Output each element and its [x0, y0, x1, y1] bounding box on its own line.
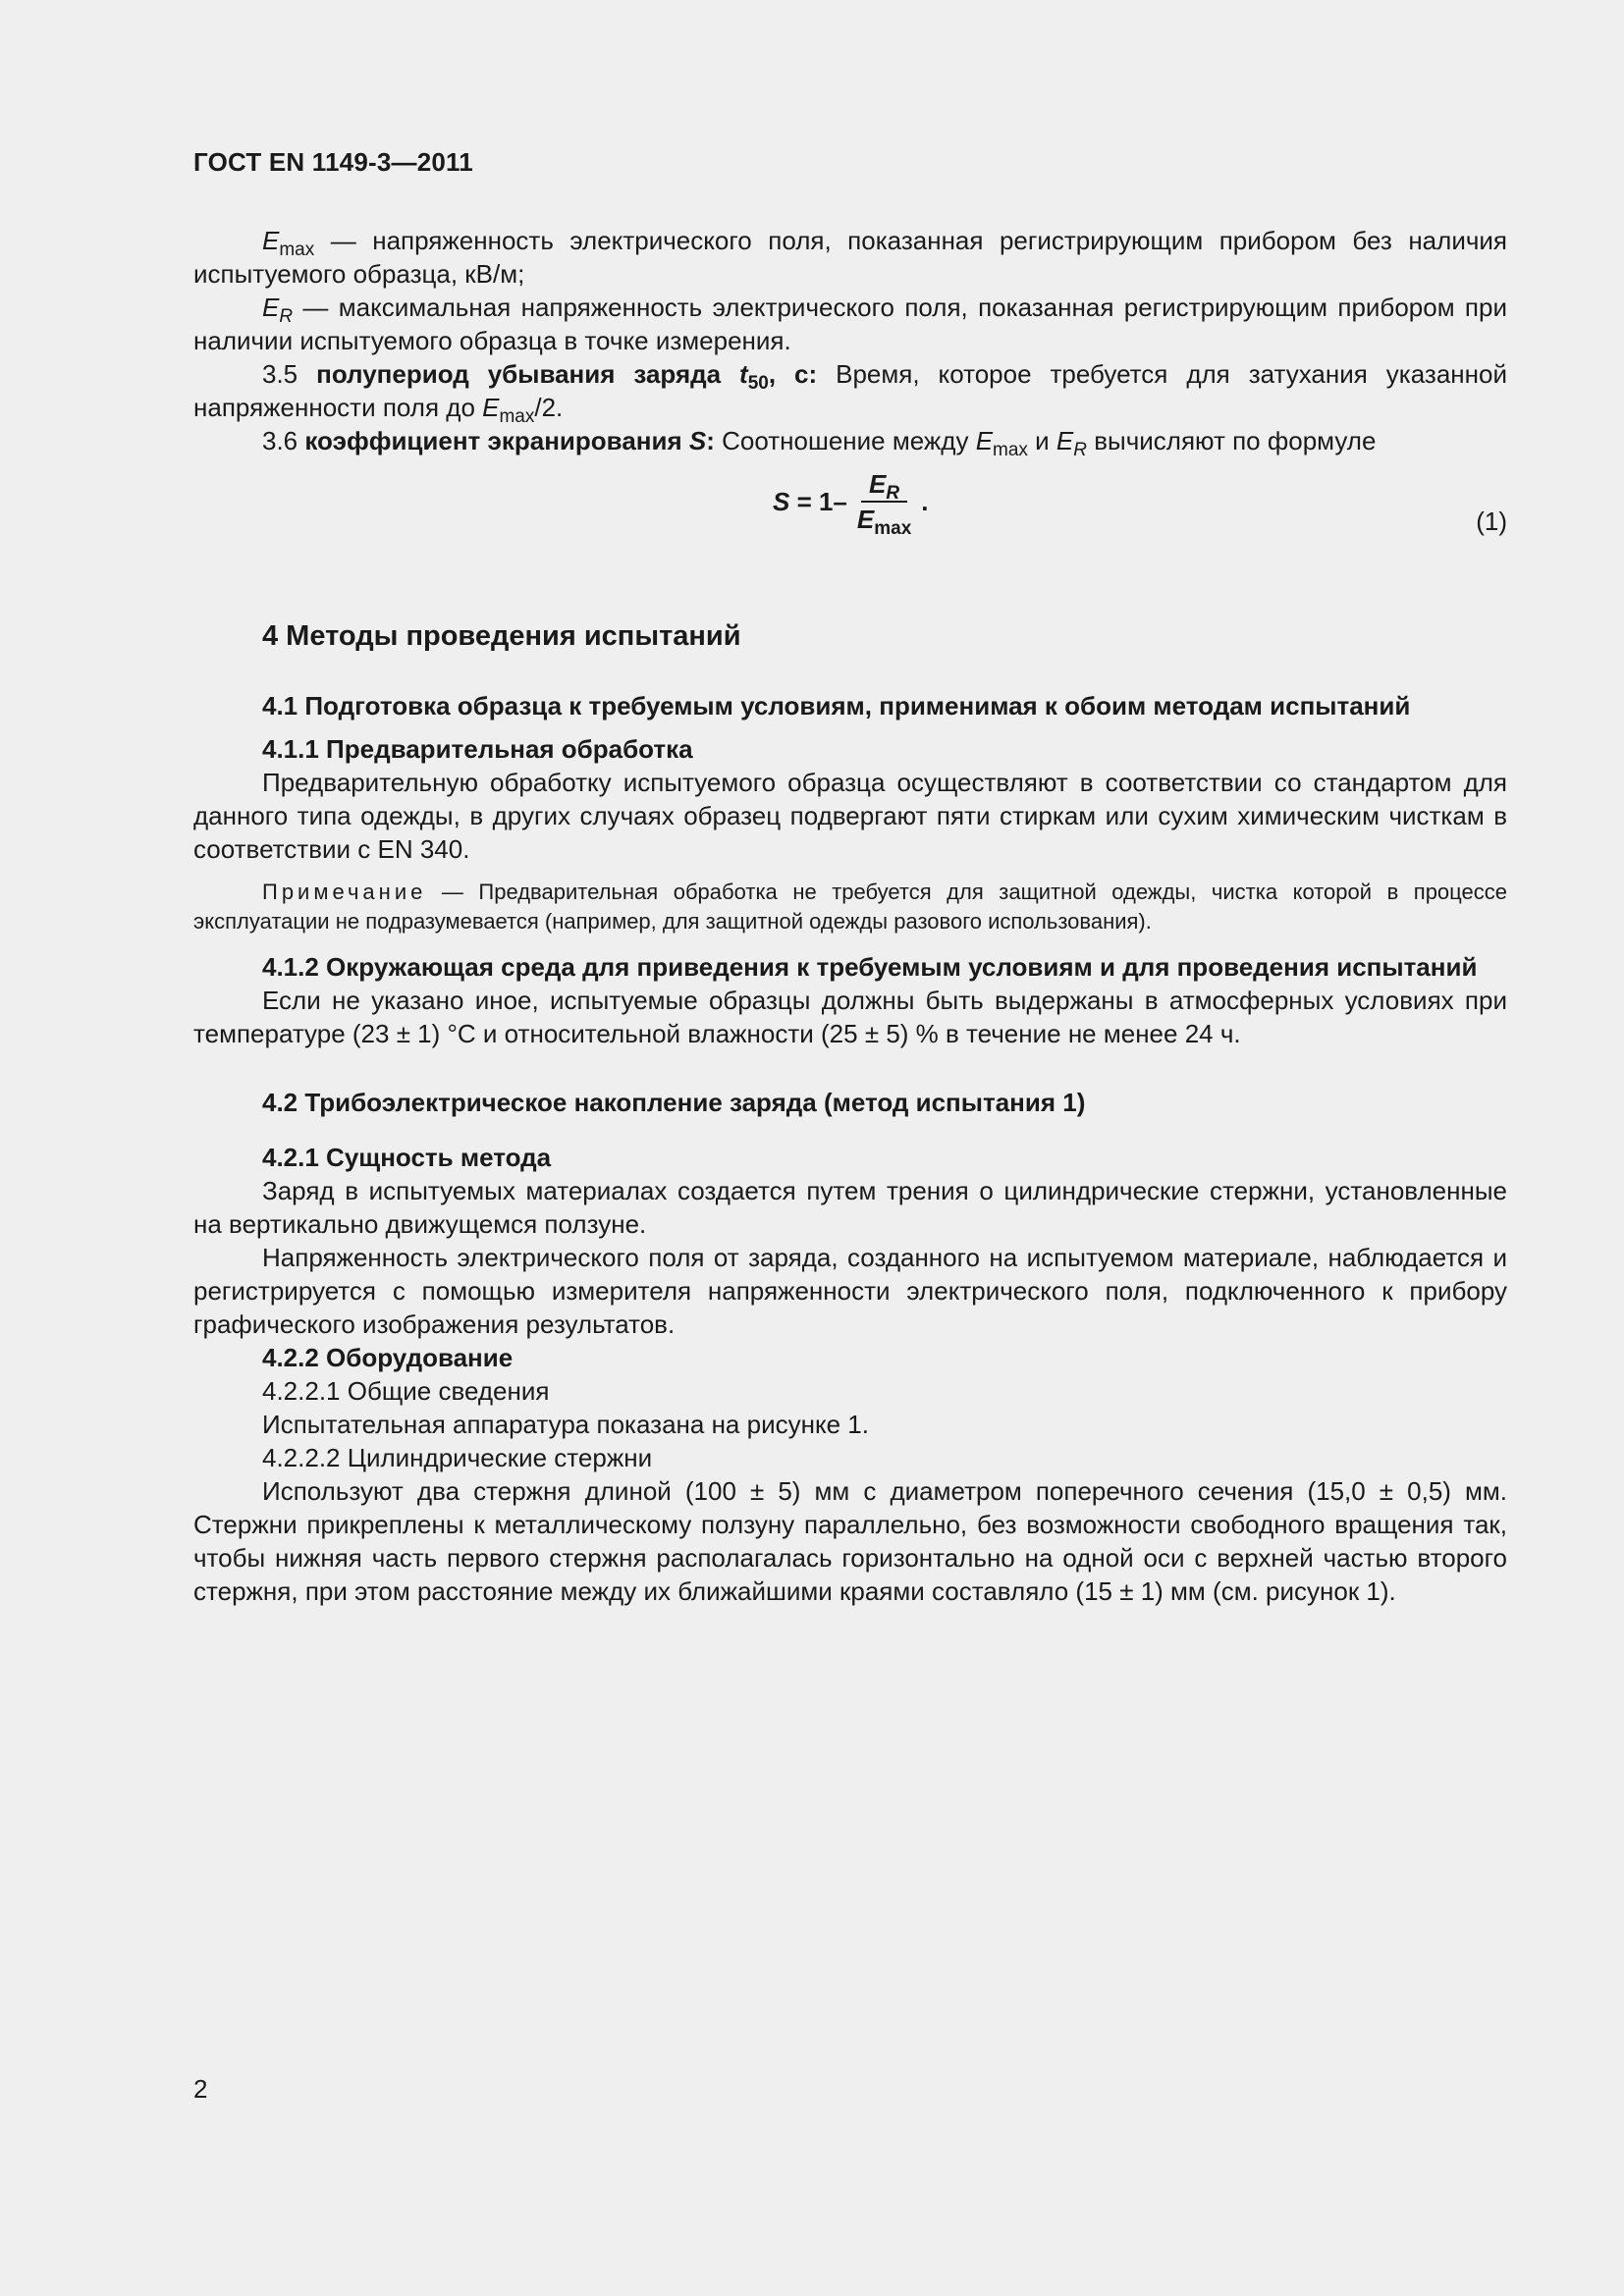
- s-symbol: S: [688, 426, 707, 455]
- shielding-formula: [773, 469, 929, 539]
- clause-3-6-number: 3.6: [262, 426, 305, 455]
- formula-equals: = 1–: [789, 487, 847, 516]
- formula-end: .: [921, 487, 929, 516]
- note-label: Примечание: [262, 880, 427, 904]
- clause-3-6-and: и: [1027, 426, 1056, 455]
- note: [193, 878, 1507, 936]
- er-definition-text: — максимальная напряженность электрического поля, показанная регистрирующим прибором при наличии испытуемого образца в точке измерения.: [193, 293, 1507, 355]
- note-text: — Предварительная обработка не требуется для защитной одежды, чистка которой в процессе эксплуатации не подразумевается (например, для защитной одежды разового использования).: [193, 880, 1507, 934]
- section-4-2-heading: 4.2 Трибоэлектрическое накопление заряда (метод испытания 1): [262, 1088, 1086, 1117]
- definition-emax: [193, 224, 1507, 291]
- emax-symbol-inline: E: [482, 393, 500, 422]
- clause-3-5-text-end: /2.: [534, 393, 564, 422]
- t50-symbol: t: [739, 359, 748, 389]
- section-4-1-1-heading: 4.1.1 Предварительная обработка: [262, 734, 693, 764]
- er-symbol-36: E: [1056, 426, 1074, 455]
- clause-3-6-text-end: вычисляют по формуле: [1087, 426, 1377, 455]
- formula-denominator: [849, 503, 919, 539]
- formula-lhs: S: [773, 487, 790, 516]
- clause-3-5: [193, 357, 1507, 427]
- emax-symbol: E: [262, 226, 280, 255]
- section-4-1-1-text: Предварительную обработку испытуемого образца осуществляют в соответствии со стандартом для данного типа одежды, в других случаях образец подвергают пяти стиркам или сухим химическим чисткам в соответствии с EN 340.: [193, 768, 1507, 864]
- equation-number: (1): [1476, 507, 1507, 536]
- formula-block: [193, 463, 1507, 561]
- emax-symbol-36: E: [975, 426, 994, 455]
- denominator-subscript: max: [874, 518, 912, 539]
- section-4-1-2-text: Если не указано иное, испытуемые образцы должны быть выдержаны в атмосферных условиях при температуре (23 ± 1) °С и относительной влажности (25 ± 5) % в течение не менее 24 ч.: [193, 986, 1507, 1048]
- emax-subscript-36: max: [993, 440, 1028, 460]
- emax-definition-text: — напряженность электрического поля, показанная регистрирующим прибором без наличия испытуемого образца, кВ/м;: [193, 226, 1507, 289]
- section-4-2-1-text-2: Напряженность электрического поля от заряда, созданного на испытуемом материале, наблюдается и регистрируется с помощью измерителя напряженности электрического поля, подключенного к прибору графического изображения результатов.: [193, 1243, 1507, 1339]
- formula-numerator: [861, 469, 907, 503]
- section-4-heading: 4 Методы проведения испытаний: [262, 620, 741, 652]
- definition-er: [193, 291, 1507, 357]
- numerator-subscript: R: [886, 483, 900, 504]
- er-symbol: E: [262, 293, 280, 322]
- clause-3-6: [193, 424, 1507, 460]
- formula-fraction: [849, 469, 919, 539]
- page-number: 2: [193, 2074, 208, 2104]
- clause-3-6-term: коэффициент экранирования: [304, 426, 689, 455]
- section-4-2-2-2-text: Используют два стержня длиной (100 ± 5) мм с диаметром поперечного сечения (15,0 ± 0,5) мм. Стержни прикреплены к металлическому ползуну параллельно, без возможности свободного вращения так, чтобы нижняя часть первого стержня располагалась горизонтально на одной оси с верхней частью второго стержня, при этом расстояние между их ближайшими краями составляло (15 ± 1) мм (см. рисунок 1).: [193, 1476, 1507, 1606]
- er-subscript: R: [279, 306, 294, 327]
- emax-subscript: max: [279, 240, 315, 260]
- section-4-2-2-2-heading: 4.2.2.2 Цилиндрические стержни: [262, 1443, 653, 1472]
- clause-3-5-unit: , с:: [768, 359, 818, 389]
- clause-3-6-text: Соотношение между: [714, 426, 976, 455]
- emax-subscript-inline: max: [499, 406, 535, 427]
- section-4-1-heading: 4.1 Подготовка образца к требуемым условиям, применимая к обоим методам испытаний: [262, 691, 1411, 721]
- clause-3-5-number: 3.5: [262, 359, 317, 389]
- er-subscript-36: R: [1073, 440, 1087, 460]
- section-4-2-2-heading: 4.2.2 Оборудование: [262, 1343, 514, 1372]
- clause-3-5-text: Время, которое требуется для затухания указанной напряженности поля до: [193, 359, 1507, 422]
- document-body: [193, 224, 1507, 1608]
- clause-3-6-colon: :: [706, 426, 715, 455]
- document-header: ГОСТ EN 1149-3—2011: [193, 147, 473, 177]
- clause-3-5-term: полупериод убывания заряда: [316, 359, 740, 389]
- section-4-1-2-heading: 4.1.2 Окружающая среда для приведения к требуемым условиям и для проведения испытаний: [262, 952, 1478, 982]
- t50-subscript: 50: [747, 373, 769, 394]
- numerator-symbol: E: [869, 469, 887, 499]
- section-4-2-1-text-1: Заряд в испытуемых материалах создается путем трения о цилиндрические стержни, установленные на вертикально движущемся ползуне.: [193, 1176, 1507, 1239]
- section-4-2-2-1-heading: 4.2.2.1 Общие сведения: [262, 1376, 550, 1406]
- section-4-2-2-1-text: Испытательная аппаратура показана на рисунке 1.: [262, 1410, 869, 1439]
- denominator-symbol: E: [856, 505, 875, 534]
- section-4-2-1-heading: 4.2.1 Сущность метода: [262, 1143, 552, 1172]
